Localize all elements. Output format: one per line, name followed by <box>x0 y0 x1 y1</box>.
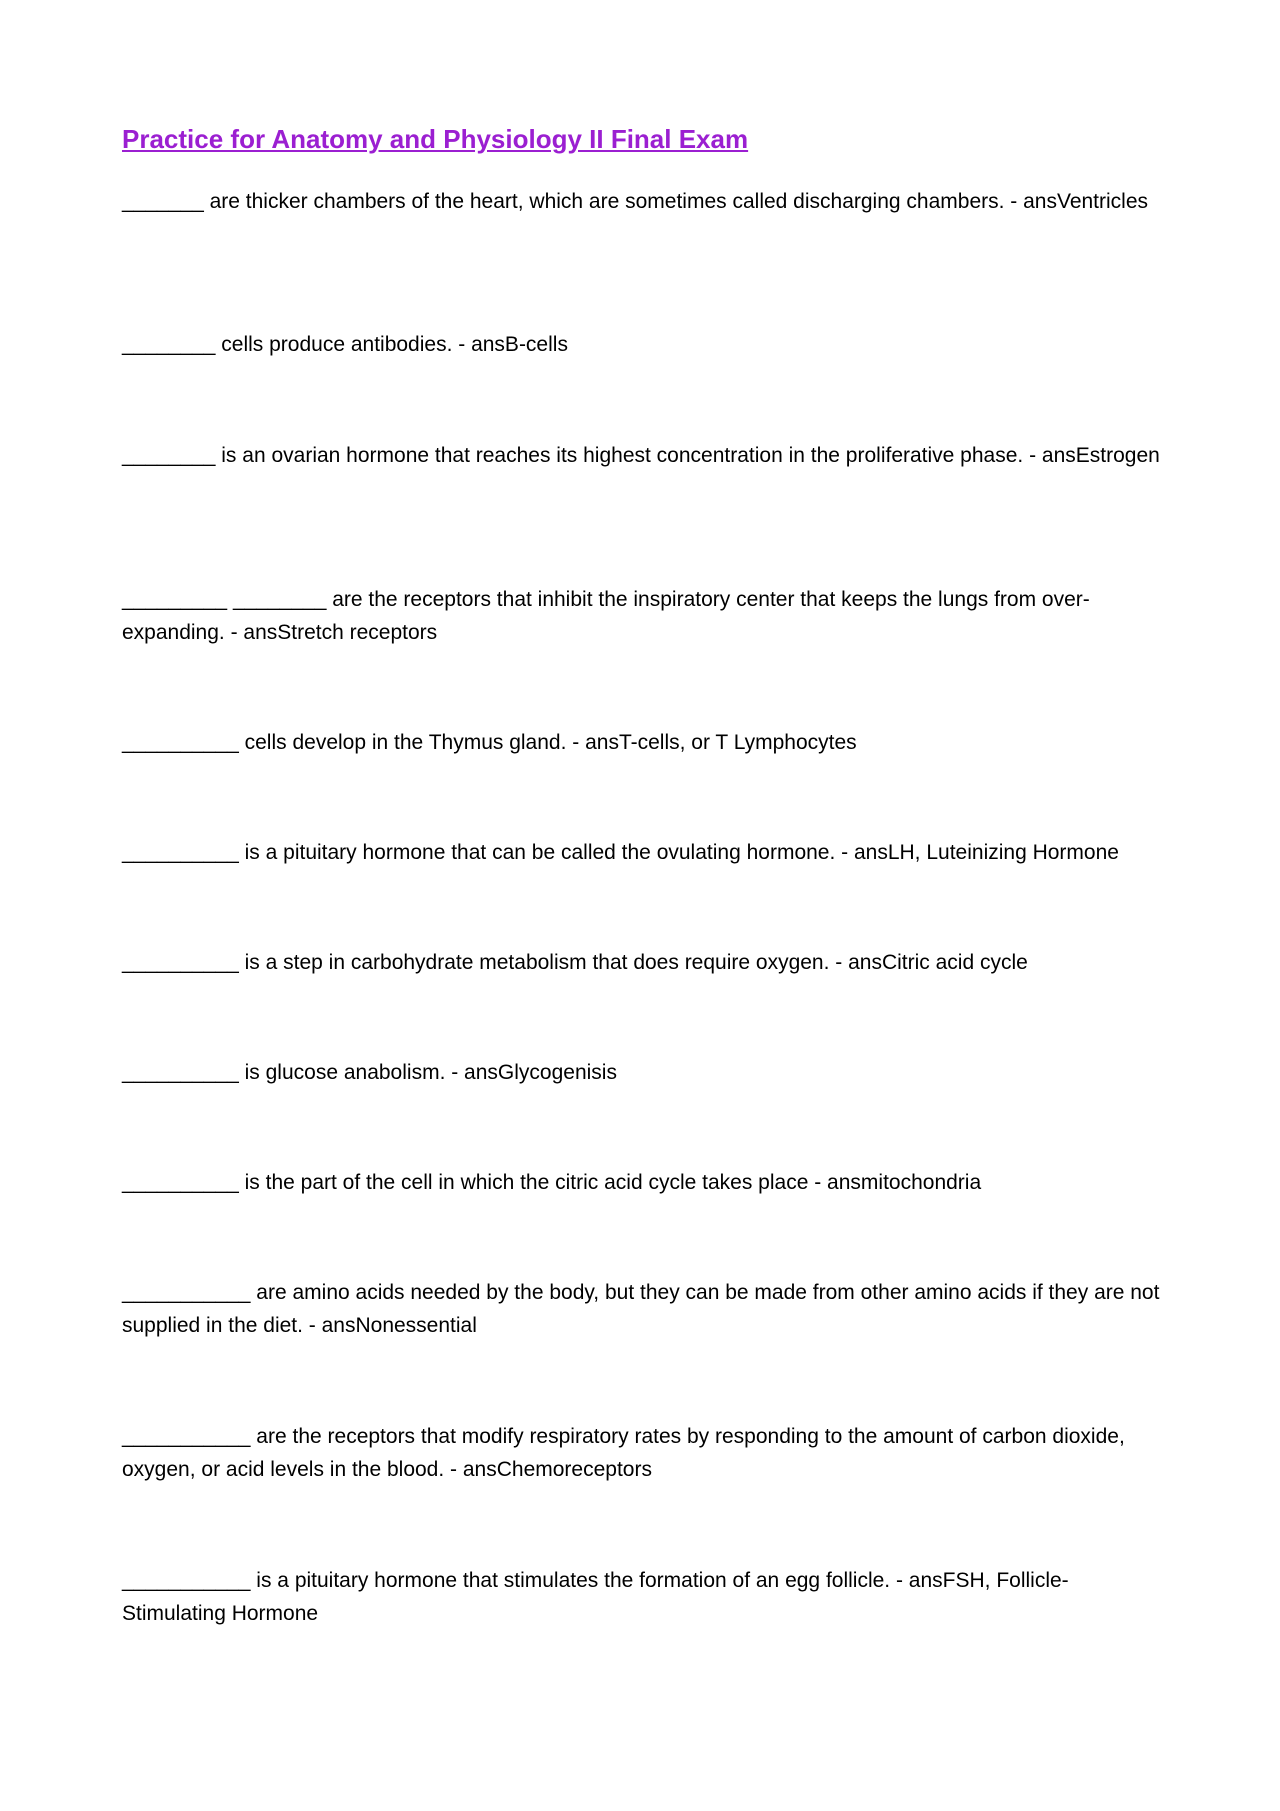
question-item: ________ cells produce antibodies. - ansB-cells <box>122 333 568 356</box>
question-item: ________ is an ovarian hormone that reaches its highest concentration in the proliferative phase. - ansEstrogen <box>122 444 1160 467</box>
question-item: ___________ are amino acids needed by the body, but they can be made from other amino acids if they are not supplied in the diet. - ansNonessential <box>122 1281 1160 1337</box>
question-item: __________ is a step in carbohydrate metabolism that does require oxygen. - ansCitric acid cycle <box>122 951 1028 974</box>
question-item: ___________ is a pituitary hormone that stimulates the formation of an egg follicle. - ansFSH, Follicle-Stimulating Hormone <box>122 1569 1069 1625</box>
question-item: __________ is the part of the cell in which the citric acid cycle takes place - ansmitochondria <box>122 1171 982 1194</box>
question-item: __________ cells develop in the Thymus gland. - ansT-cells, or T Lymphocytes <box>122 731 857 754</box>
question-item: _______ are thicker chambers of the heart, which are sometimes called discharging chambers. - ansVentricles <box>122 190 1149 213</box>
document-title: Practice for Anatomy and Physiology II Final Exam <box>122 124 749 154</box>
question-item: ___________ are the receptors that modify respiratory rates by responding to the amount of carbon dioxide, oxygen, or acid levels in the blood. - ansChemoreceptors <box>122 1425 1125 1481</box>
question-item: __________ is glucose anabolism. - ansGlycogenisis <box>122 1061 617 1084</box>
question-item: _________ ________ are the receptors that inhibit the inspiratory center that keeps the lungs from over-expanding. - ansStretch receptors <box>122 588 1090 644</box>
question-item: __________ is a pituitary hormone that can be called the ovulating hormone. - ansLH, Luteinizing Hormone <box>122 841 1119 864</box>
